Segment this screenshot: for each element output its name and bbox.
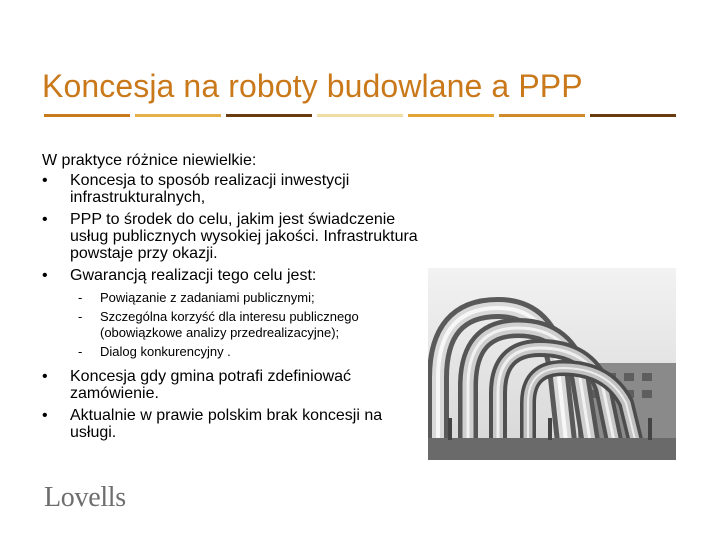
sub-bullet-item: [42, 344, 432, 360]
divider-segment: [226, 114, 312, 117]
industrial-pipes-photo: [428, 268, 676, 460]
sub-bullet-text: Szczególna korzyść dla interesu publicznego (obowiązkowe analizy przedrealizacyjne);: [100, 309, 359, 340]
divider-segment: [317, 114, 403, 117]
sub-bullet-list: [42, 290, 432, 360]
bullet-item: • Koncesja to sposób realizacji inwestycji infrastrukturalnych,: [42, 172, 432, 206]
sub-bullet-item: [42, 309, 432, 341]
sub-bullet-text: Powiązanie z zadaniami publicznymi;: [100, 290, 315, 305]
company-logo: Lovells: [44, 482, 126, 513]
pipes-illustration: [428, 268, 676, 460]
divider-segment: [44, 114, 130, 117]
divider-segment: [135, 114, 221, 117]
divider-segment: [590, 114, 676, 117]
dash-marker: -: [78, 290, 83, 305]
divider-segment: [408, 114, 494, 117]
bullet-item: • Gwarancją realizacji tego celu jest:: [42, 267, 432, 284]
bullet-item: • Koncesja gdy gmina potrafi zdefiniować zamówienie.: [42, 368, 432, 402]
sub-bullet-text: Dialog konkurencyjny .: [100, 344, 231, 359]
bullet-item: • Aktualnie w prawie polskim brak koncesji na usługi.: [42, 407, 432, 441]
divider-segment: [499, 114, 585, 117]
decorative-divider: [44, 114, 676, 118]
intro-line: W praktyce różnice niewielkie:: [42, 152, 257, 169]
dash-marker: -: [78, 344, 83, 359]
body-text: [42, 152, 432, 446]
dash-marker: -: [78, 309, 83, 324]
slide-title: Koncesja na roboty budowlane a PPP: [42, 68, 583, 104]
sub-bullet-item: [42, 290, 432, 306]
bullet-item: • PPP to środek do celu, jakim jest świadczenie usług publicznych wysokiej jakości. Infrastruktura powstaje przy okazji.: [42, 211, 432, 262]
